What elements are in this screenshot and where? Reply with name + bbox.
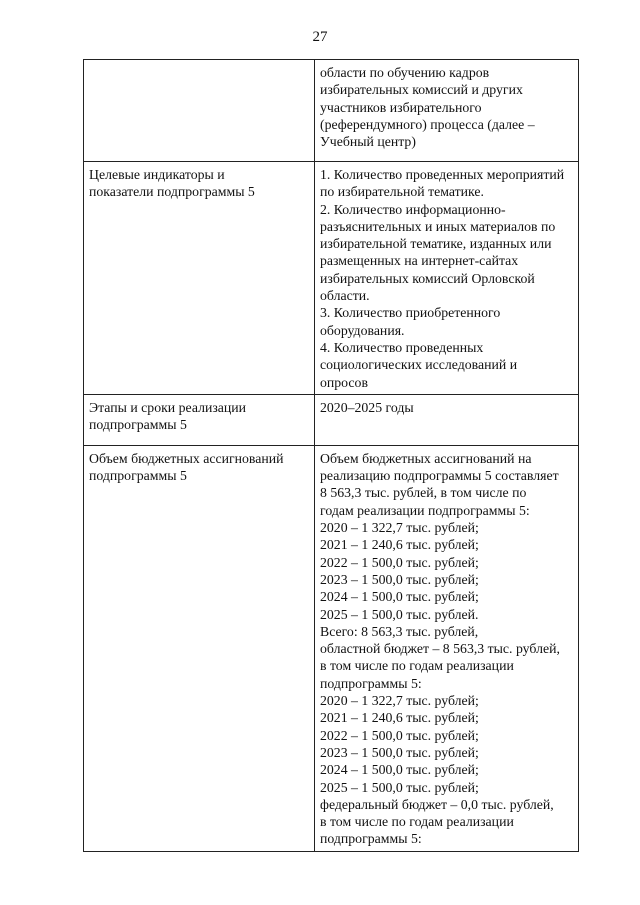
table-row xyxy=(84,394,579,445)
label-line: Целевые индикаторы и xyxy=(89,167,225,182)
content-line: Всего: 8 563,3 тыс. рублей, xyxy=(320,623,479,639)
content-line: подпрограммы 5: xyxy=(320,675,422,691)
content-line: опросов xyxy=(320,374,368,390)
table-row xyxy=(84,60,579,162)
row-label-cell xyxy=(84,445,315,851)
content-line: области по обучению кадров xyxy=(320,65,490,80)
content-line: 2022 – 1 500,0 тыс. рублей; xyxy=(320,727,479,743)
content-line: оборудования. xyxy=(320,322,405,338)
row-content-cell xyxy=(315,60,579,162)
content-line: 1. Количество проведенных мероприятий xyxy=(320,167,565,182)
content-line: 2023 – 1 500,0 тыс. рублей; xyxy=(320,571,479,587)
content-line: Объем бюджетных ассигнований на xyxy=(320,450,532,466)
content-line: реализацию подпрограммы 5 составляет xyxy=(320,468,559,484)
content-line: годам реализации подпрограммы 5: xyxy=(320,502,530,518)
table-row xyxy=(84,162,579,395)
content-line: области. xyxy=(320,288,370,304)
label-line: Объем бюджетных ассигнований xyxy=(89,450,284,466)
content-line: 3. Количество приобретенного xyxy=(320,305,501,321)
row-content-cell xyxy=(315,445,579,851)
content-line: разъяснительных и иных материалов по xyxy=(320,218,556,234)
content-line: участников избирательного xyxy=(320,99,482,115)
table-row xyxy=(84,445,579,851)
content-line: 2020 – 1 322,7 тыс. рублей; xyxy=(320,693,479,709)
content-line: в том числе по годам реализации xyxy=(320,658,514,674)
row-label-cell xyxy=(84,162,315,395)
content-line: 2024 – 1 500,0 тыс. рублей; xyxy=(320,762,479,778)
row-content-cell xyxy=(315,162,579,395)
content-line: по избирательной тематике. xyxy=(320,184,484,200)
page-number: 27 xyxy=(312,29,328,45)
content-line: 2025 – 1 500,0 тыс. рублей. xyxy=(320,606,479,622)
content-line: 2021 – 1 240,6 тыс. рублей; xyxy=(320,710,479,726)
content-line: 4. Количество проведенных xyxy=(320,339,484,355)
content-line: Учебный центр) xyxy=(320,134,416,150)
passport-table xyxy=(83,59,579,852)
content-line: 2025 – 1 500,0 тыс. рублей; xyxy=(320,779,479,795)
content-line: избирательных комиссий и других xyxy=(320,82,523,98)
content-line: 8 563,3 тыс. рублей, в том числе по xyxy=(320,485,527,501)
row-label-cell xyxy=(84,60,315,162)
content-line: избирательных комиссий Орловской xyxy=(320,270,535,286)
content-line: 2020 – 1 322,7 тыс. рублей; xyxy=(320,520,479,536)
content-line: 2020–2025 годы xyxy=(320,399,414,415)
content-line: федеральный бюджет – 0,0 тыс. рублей, xyxy=(320,796,554,812)
row-content-cell xyxy=(315,394,579,445)
content-line: 2. Количество информационно- xyxy=(320,201,506,217)
content-line: 2023 – 1 500,0 тыс. рублей; xyxy=(320,744,479,760)
content-line: 2024 – 1 500,0 тыс. рублей; xyxy=(320,589,479,605)
content-line: 2021 – 1 240,6 тыс. рублей; xyxy=(320,537,479,553)
label-line: подпрограммы 5 xyxy=(89,417,187,433)
content-line: избирательной тематике, изданных или xyxy=(320,236,552,252)
label-line: показатели подпрограммы 5 xyxy=(89,184,255,200)
content-line: размещенных на интернет-сайтах xyxy=(320,253,519,269)
label-line: подпрограммы 5 xyxy=(89,468,187,484)
label-line: Этапы и сроки реализации xyxy=(89,399,247,415)
content-line: (референдумного) процесса (далее – xyxy=(320,116,535,132)
row-label-cell xyxy=(84,394,315,445)
content-line: 2022 – 1 500,0 тыс. рублей; xyxy=(320,554,479,570)
content-line: социологических исследований и xyxy=(320,357,518,373)
content-line: областной бюджет – 8 563,3 тыс. рублей, xyxy=(320,641,560,657)
content-line: подпрограммы 5: xyxy=(320,831,422,847)
content-line: в том числе по годам реализации xyxy=(320,814,514,830)
